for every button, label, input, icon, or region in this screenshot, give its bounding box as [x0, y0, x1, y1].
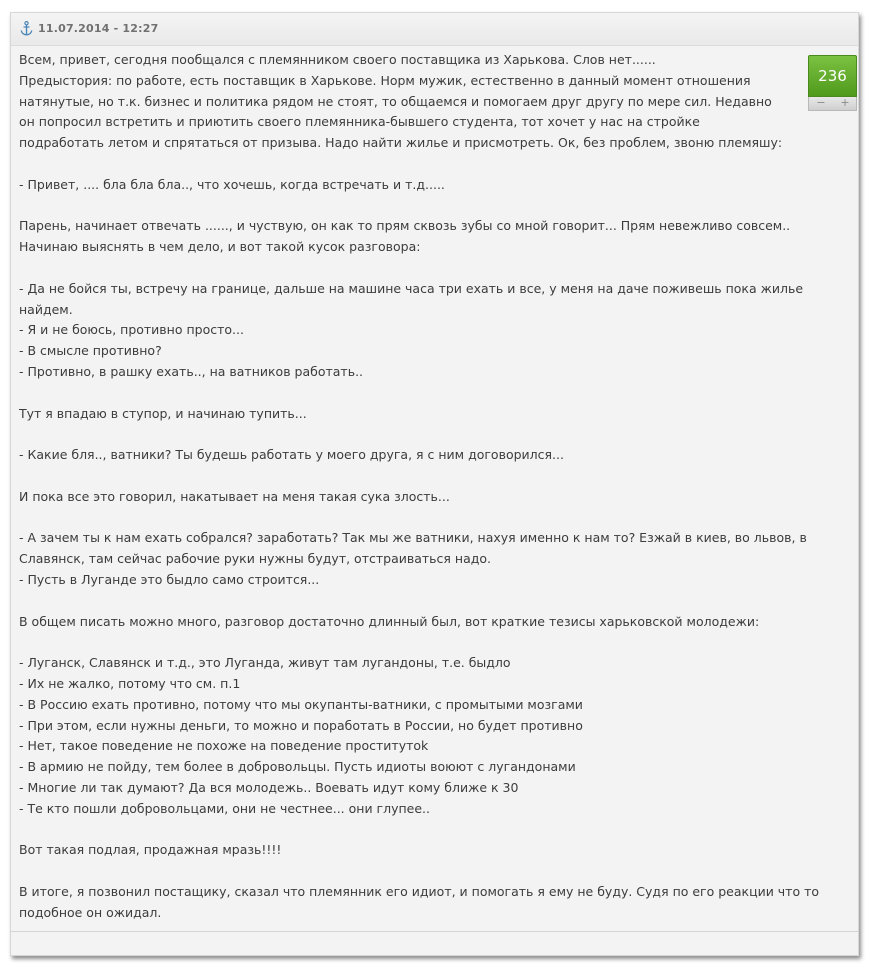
post-line: подобное он ожидал.	[19, 904, 162, 920]
post-line: - Их не жалко, потому что см. п.1	[19, 675, 241, 691]
post-line: - Пусть в Луганде это быдло само строится...	[19, 571, 320, 587]
post-line: Тут я впадаю в ступор, и начинаю тупить...	[19, 405, 307, 421]
post-card	[10, 12, 859, 956]
post-line: - А зачем ты к нам ехать собрался? заработать? Так мы же ватники, нахуя именно к нам то? Езжай в киев, во львов, в	[19, 530, 807, 546]
post-line	[19, 632, 854, 653]
post-line: подработать летом и спрятаться от призыва. Надо найти жилье и присмотреть. Ок, без проблем, звоню племяшу:	[19, 135, 783, 151]
post-line: Парень, начинает отвечать ......, и чуствую, он как то прям сквозь зубы со мной говорит... Прям невежливо совсем..	[19, 218, 791, 234]
post-line: - Луганск, Славянск и т.д., это Луганда, живут там лугандоны, т.е. быдло	[19, 655, 511, 671]
post-line: - В смысле противно?	[19, 343, 162, 359]
post-line: В общем писать можно много, разговор достаточно длинный был, вот краткие тезисы харьковской молодежи:	[19, 613, 760, 629]
post-line: Начинаю выяснять в чем дело, и вот такой кусок разговора:	[19, 239, 421, 255]
anchor-icon[interactable]	[20, 21, 33, 36]
post-line: - При этом, если нужны деньги, то можно и поработать в России, но будет противно	[19, 717, 583, 733]
post-line: - В армию не пойду, тем более в добровольцы. Пусть идиоты воюют с лугандонами	[19, 759, 576, 775]
post-line: - В Россию ехать противно, потому что мы окупанты-ватники, с промытыми мозгами	[19, 696, 583, 712]
rating-score: 236	[808, 55, 857, 97]
post-date: 11.07.2014 - 12:27	[38, 22, 159, 35]
post-line	[19, 508, 854, 529]
post-line: И пока все это говорил, накатывает на меня такая сука злость...	[19, 488, 450, 504]
post-line	[19, 196, 854, 217]
post-line	[19, 424, 854, 445]
post-line	[19, 258, 854, 279]
post-line	[19, 154, 854, 175]
post-line: - Я и не боюсь, противно просто...	[19, 322, 244, 338]
post-line: натянутые, но т.к. бизнес и политика рядом не стоят, то общаемся и помогаем друг другу по мере сил. Недавно	[19, 93, 772, 109]
post-line	[19, 466, 854, 487]
post-body	[19, 50, 854, 923]
post-line: - Нет, такое поведение не похоже на поведение проститутоk	[19, 738, 429, 754]
post-line: - Противно, в рашку ехать.., на ватников работать..	[19, 363, 364, 379]
post-line: - Те кто пошли добровольцами, они не честнее... они глупее..	[19, 800, 431, 816]
post-line: найдем.	[19, 301, 73, 317]
post-line	[19, 861, 854, 882]
post-line: он попросил встретить и приютить своего племянника-бывшего студента, тот хочет у нас на стройке	[19, 114, 700, 130]
post-line	[19, 591, 854, 612]
post-header	[11, 13, 858, 46]
post-line	[19, 383, 854, 404]
post-line: Предыстория: по работе, есть поставщик в Харькове. Норм мужик, естественно в данный момент отношения	[19, 72, 751, 88]
vote-up-button[interactable]: +	[840, 96, 850, 109]
divider	[11, 931, 858, 932]
post-line	[19, 819, 854, 840]
post-line: Вот такая подлая, продажная мразь!!!!	[19, 842, 282, 858]
post-line: - Да не бойся ты, встречу на границе, дальше на машине часа три ехать и все, у меня на даче поживешь пока жилье	[19, 280, 804, 296]
post-line: Славянск, там сейчас рабочие руки нужны будут, отстраиваться надо.	[19, 551, 491, 567]
vote-down-button[interactable]: −	[816, 96, 826, 109]
post-line: В итоге, я позвонил постащику, сказал что племянник его идиот, и помогать я ему не буду. Судя по его реакции что то	[19, 883, 820, 899]
post-line: - Многие ли так думают? Да вся молодежь.. Воевать идут кому ближе к 30	[19, 779, 519, 795]
post-line: Всем, привет, сегодня пообщался с племянником своего поставщика из Харькова. Слов нет......	[19, 52, 656, 67]
post-line: - Какие бля.., ватники? Ты будешь работать у моего друга, я с ним договорился...	[19, 447, 564, 463]
post-line: - Привет, .... бла бла бла.., что хочешь, когда встречать и т.д.....	[19, 176, 445, 192]
